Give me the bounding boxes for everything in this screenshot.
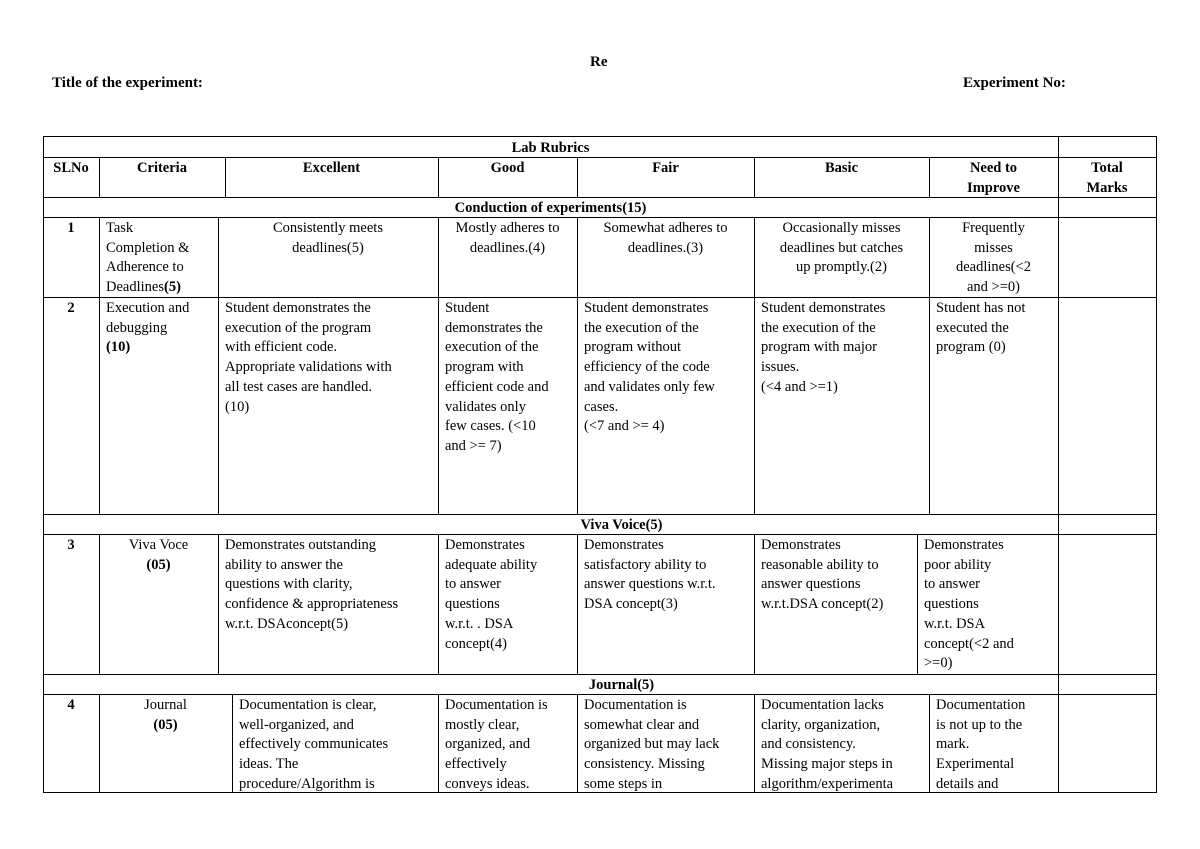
section-conduction-of-experiments: Conduction of experiments(15) <box>454 200 647 216</box>
row-4-criteria <box>99 695 232 736</box>
row-3-basic: Demonstrates reasonable ability to answer questions w.r.t.DSA concept(2) <box>761 537 884 613</box>
row-2-basic: Student demonstrates the execution of the program with major issues. (<4 and >=1) <box>761 300 886 395</box>
row-2-criteria <box>99 298 218 359</box>
row-4-excellent: Documentation is clear, well-organized, and effectively communicates ideas. The procedure/Algorithm is <box>239 697 389 792</box>
row-2-slno: 2 <box>67 300 75 316</box>
row-3-good: Demonstrates adequate ability to answer questions w.r.t. . DSA concept(4) <box>445 537 538 652</box>
row-3-fair: Demonstrates satisfactory ability to answer questions w.r.t. DSA concept(3) <box>584 537 716 613</box>
section-journal: Journal(5) <box>588 677 655 693</box>
row-1-criteria-text: Task Completion & Adherence to Deadlines <box>106 220 190 296</box>
table-title: Lab Rubrics <box>511 140 590 156</box>
row-2-criteria-marks: (10) <box>106 339 131 356</box>
row-3-criteria-marks: (05) <box>146 556 171 573</box>
column-header-basic: Basic <box>824 160 859 176</box>
row-1-basic: Occasionally misses deadlines but catches up promptly.(2) <box>779 220 904 276</box>
row-4-slno: 4 <box>67 697 75 713</box>
column-header-total-marks: Total Marks <box>1086 160 1128 196</box>
header-re: Re <box>590 54 608 70</box>
row-1-criteria <box>99 218 218 299</box>
row-4-criteria-marks: (05) <box>153 716 178 733</box>
row-4-good: Documentation is mostly clear, organized, and effectively conveys ideas. <box>445 697 548 792</box>
row-4-need-to-improve: Documentation is not up to the mark. Experimental details and <box>936 697 1026 792</box>
row-3-criteria <box>99 535 218 576</box>
column-header-excellent: Excellent <box>302 160 361 176</box>
row-1-slno: 1 <box>67 220 75 236</box>
row-2-criteria-text: Execution and debugging <box>106 300 190 336</box>
section-viva-voice: Viva Voice(5) <box>580 517 663 533</box>
column-header-good: Good <box>490 160 525 176</box>
row-4-criteria-text: Journal <box>144 697 187 713</box>
row-2-excellent: Student demonstrates the execution of the program with efficient code. Appropriate validations with all test cases are handled. (10) <box>225 300 392 415</box>
column-header-criteria: Criteria <box>137 160 187 176</box>
column-header-need-to-improve: Need to Improve <box>967 160 1020 196</box>
row-2-fair: Student demonstrates the execution of the program without efficiency of the code and validates only few cases. (<7 and >= 4) <box>584 300 715 435</box>
row-1-fair: Somewhat adheres to deadlines.(3) <box>603 220 728 256</box>
row-3-need-to-improve: Demonstrates poor ability to answer questions w.r.t. DSA concept(<2 and >=0) <box>924 537 1014 672</box>
row-3-slno: 3 <box>67 537 75 553</box>
row-3-excellent: Demonstrates outstanding ability to answer the questions with clarity, confidence & appropriateness w.r.t. DSAconcept(5) <box>225 537 399 632</box>
column-header-fair: Fair <box>652 160 679 176</box>
row-4-fair: Documentation is somewhat clear and organized but may lack consistency. Missing some steps in <box>584 697 720 792</box>
row-1-excellent: Consistently meets deadlines(5) <box>273 220 383 256</box>
row-1-good: Mostly adheres to deadlines.(4) <box>455 220 560 256</box>
row-2-need-to-improve: Student has not executed the program (0) <box>936 300 1026 356</box>
row-1-need-to-improve: Frequently misses deadlines(<2 and >=0) <box>955 220 1031 296</box>
column-header-slno: SLNo <box>53 160 89 176</box>
row-2-good: Student demonstrates the execution of the program with efficient code and validates only few cases. (<10 and >= 7) <box>445 300 549 454</box>
experiment-title-label: Title of the experiment: <box>52 75 203 91</box>
row-3-criteria-text: Viva Voce <box>128 537 189 553</box>
experiment-number-label: Experiment No: <box>963 75 1066 91</box>
row-4-basic: Documentation lacks clarity, organization, and consistency. Missing major steps in algorithm/experimenta <box>761 697 894 792</box>
row-1-criteria-marks: (5) <box>163 279 181 296</box>
